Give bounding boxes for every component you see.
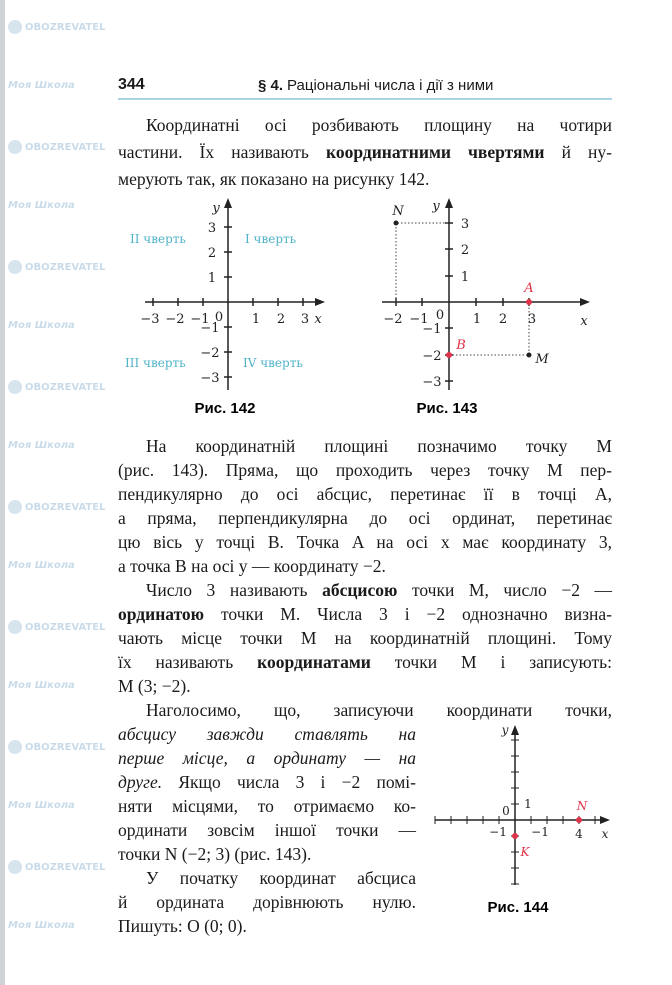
tick-label: −1 — [200, 321, 220, 336]
watermark: Моя Школа — [8, 440, 75, 451]
tick-label: −2 — [200, 346, 220, 361]
watermark-logo-icon — [8, 20, 22, 34]
figure-caption: Рис. 142 — [194, 400, 256, 417]
text: частини. Їх називають — [118, 142, 327, 162]
text: друге. — [118, 772, 163, 792]
section-title — [258, 77, 493, 94]
tick-label: −1 — [409, 312, 429, 327]
watermark: Моя Школа — [8, 200, 75, 211]
term: ординатою — [118, 604, 205, 624]
running-header — [118, 74, 612, 100]
tick-label: −2 — [422, 349, 442, 364]
watermark-logo-icon — [8, 740, 22, 754]
text-line: M (3; −2). — [118, 676, 191, 696]
watermark: Моя Школа — [8, 80, 75, 91]
text-line: Координатні осі розбивають площину на чотири — [146, 115, 612, 135]
text-line: а точка B на осі y — координату −2. — [118, 556, 386, 576]
tick-label: 2 — [207, 246, 217, 261]
tick-label: 4 — [575, 827, 583, 841]
text-line: й ордината дорівнюють нулю. — [118, 892, 416, 912]
tick-label: 1 — [251, 312, 261, 327]
text-line: чають місце точки M на координатній площині. Тому — [118, 628, 612, 648]
tick-label: −2 — [383, 312, 403, 327]
text: точки M. Числа 3 і −2 однозначно визна- — [204, 604, 612, 624]
text-line: (рис. 143). Пряма, що проходить через точку M пер- — [118, 460, 612, 480]
text: точки M і записують: — [370, 652, 613, 672]
tick-label: −2 — [165, 312, 185, 327]
text-line: абсцису завжди ставлять на — [118, 724, 416, 744]
text-line — [118, 139, 612, 166]
section-number: § 4. — [258, 77, 284, 94]
watermark-logo-icon — [8, 860, 22, 874]
x-axis-label: x — [580, 314, 588, 329]
text: точки M, число −2 — — [397, 580, 613, 600]
tick-label: 3 — [300, 312, 310, 327]
quadrant-label: III чверть — [125, 356, 186, 370]
text: й ну- — [544, 142, 612, 162]
tick-label: −1 — [489, 825, 507, 839]
figure-142 — [120, 195, 330, 425]
watermark: OBOZREVATEL — [8, 260, 112, 274]
tick-label: −1 — [422, 322, 442, 337]
term: абсцисою — [322, 580, 398, 600]
y-axis-label: y — [432, 199, 440, 214]
tick-label: 3 — [527, 312, 537, 327]
point-label-b: B — [456, 338, 466, 353]
text-line: а пряма, перпендикулярна до осі ординат, перетинає — [118, 508, 612, 528]
quadrant-label: II чверть — [130, 232, 186, 246]
tick-label: 1 — [472, 312, 482, 327]
section-title-text: Раціональні числа і дії з ними — [287, 77, 494, 94]
text-line: точки N (−2; 3) (рис. 143). — [118, 844, 312, 864]
figure-143 — [370, 195, 600, 425]
text-line — [118, 578, 612, 602]
origin-label: 0 — [435, 308, 445, 323]
tick-label: −3 — [422, 375, 442, 390]
origin-label: 0 — [502, 804, 510, 818]
text-line: няти місцями, то отримаємо ко- — [118, 796, 416, 816]
tick-label: 1 — [524, 797, 532, 811]
watermark: OBOZREVATEL — [8, 740, 112, 754]
tick-label: 2 — [276, 312, 286, 327]
watermark: OBOZREVATEL — [8, 140, 112, 154]
tick-label: 2 — [498, 312, 508, 327]
tick-label: 3 — [460, 217, 470, 232]
tick-label: 1 — [460, 270, 470, 285]
text-line: Наголосимо, що, записуючи координати точки, — [146, 700, 612, 720]
text: Число 3 називають — [146, 580, 323, 600]
watermark-logo-icon — [8, 260, 22, 274]
watermark: Моя Школа — [8, 680, 75, 691]
tick-label: −3 — [200, 371, 220, 386]
figure-caption: Рис. 144 — [487, 899, 549, 916]
point-label-k: K — [520, 845, 530, 859]
watermark: OBOZREVATEL — [8, 500, 112, 514]
y-axis-label: y — [501, 723, 509, 737]
watermark-logo-icon — [8, 500, 22, 514]
text-line: мерують так, як показано на рисунку 142. — [118, 169, 430, 189]
text-line: На координатній площині позначимо точку M — [146, 436, 612, 456]
figure-144 — [430, 720, 620, 920]
text-line: пендикулярно до осі абсцис, перетинає її в точці A, — [118, 484, 612, 504]
text-line — [118, 602, 612, 626]
text-line — [118, 650, 612, 674]
term: координатними чвертями — [326, 142, 545, 162]
term: координатами — [257, 652, 371, 672]
tick-label: −3 — [140, 312, 160, 327]
tick-label: 3 — [207, 221, 217, 236]
watermark-logo-icon — [8, 140, 22, 154]
page-edge — [0, 0, 5, 985]
watermark-logo-icon — [8, 380, 22, 394]
watermark: Моя Школа — [8, 560, 75, 571]
watermark: OBOZREVATEL — [8, 860, 112, 874]
watermark: Моя Школа — [8, 800, 75, 811]
x-axis-label: x — [601, 827, 609, 841]
intro-paragraph — [118, 112, 612, 193]
watermark-logo-icon — [8, 620, 22, 634]
text-line: перше місце, а ординату — на — [118, 748, 416, 768]
x-axis-label: x — [314, 312, 322, 327]
page-number: 344 — [118, 76, 145, 93]
point-label-a: A — [524, 281, 534, 296]
text-line: У початку координат абсциса — [146, 868, 416, 888]
tick-label: −1 — [531, 825, 549, 839]
watermark: OBOZREVATEL — [8, 20, 112, 34]
text-line: цю вісь у точці B. Точка A на осі x має координату 3, — [118, 532, 612, 552]
tick-label: 1 — [207, 271, 217, 286]
watermark: OBOZREVATEL — [8, 620, 112, 634]
quadrant-label: IV чверть — [243, 356, 303, 370]
figure-caption: Рис. 143 — [416, 400, 478, 417]
quadrant-label: I чверть — [245, 232, 297, 246]
text: Якщо числа 3 і −2 помі- — [178, 772, 416, 792]
watermark: Моя Школа — [8, 920, 75, 931]
tick-label: −1 — [190, 312, 210, 327]
point-label-n: N — [576, 799, 588, 813]
point-label-n: N — [392, 204, 404, 219]
text-line: ординати зовсім іншої точки — — [118, 820, 416, 840]
watermark: OBOZREVATEL — [8, 380, 112, 394]
origin-label: 0 — [214, 310, 224, 325]
y-axis-label: y — [212, 201, 220, 216]
point-label-m: M — [535, 352, 549, 367]
text-line — [118, 770, 416, 794]
text-line: Пишуть: O (0; 0). — [118, 916, 247, 936]
watermark: Моя Школа — [8, 320, 75, 331]
tick-label: 2 — [460, 243, 470, 258]
text: їх називають — [118, 652, 258, 672]
